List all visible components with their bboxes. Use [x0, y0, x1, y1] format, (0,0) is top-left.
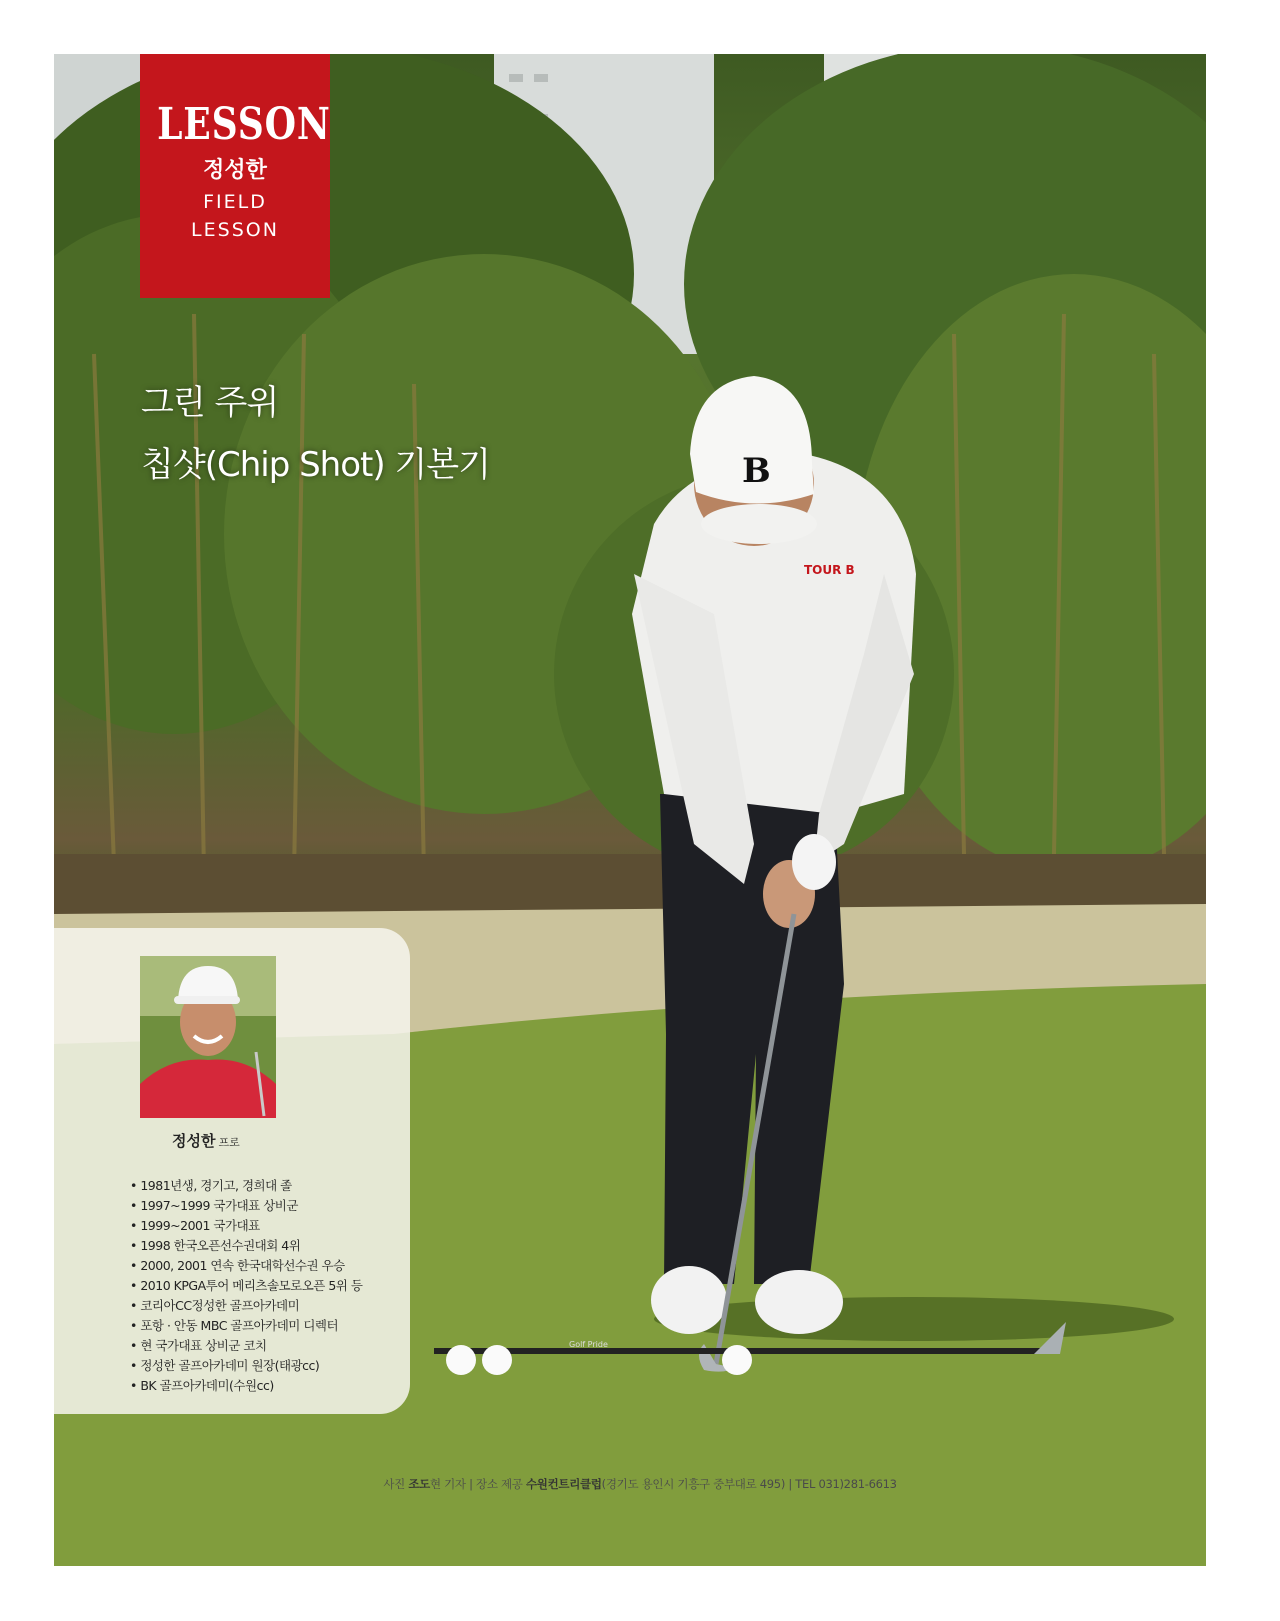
headline-line-2: 칩샷(Chip Shot) 기본기 — [141, 445, 490, 485]
lesson-badge — [140, 54, 330, 298]
career-item: • 포항 · 안동 MBC 골프아카데미 디렉터 — [130, 1316, 362, 1336]
credit-photographer: 조도 — [408, 1477, 430, 1491]
pro-portrait — [140, 956, 276, 1118]
badge-title: LESSON — [157, 99, 331, 150]
photo-credit — [0, 1476, 1280, 1492]
pro-title: 프로 — [218, 1136, 240, 1149]
badge-author: 정성한 — [203, 158, 267, 183]
career-item: • 1998 한국오픈선수권대회 4위 — [130, 1236, 362, 1256]
credit-address: (경기도 용인시 기흥구 중부대로 495) | TEL 031)281-6613 — [601, 1477, 897, 1491]
badge-subtitle-1: FIELD — [203, 191, 267, 213]
career-item: • 현 국가대표 상비군 코치 — [130, 1336, 362, 1356]
career-item: • 정성한 골프아카데미 원장(태광cc) — [130, 1356, 362, 1376]
shaft-label: Golf Pride — [569, 1340, 608, 1349]
headline-line-1: 그린 주위 — [141, 383, 279, 423]
career-item: • 2000, 2001 연속 한국대학선수권 우승 — [130, 1256, 362, 1276]
pro-name — [172, 1130, 240, 1151]
shirt-logo: TOUR B — [804, 563, 855, 577]
credit-venue: 수원컨트리클럽 — [525, 1477, 602, 1491]
career-item: • BK 골프아카데미(수원cc) — [130, 1376, 362, 1396]
cap-logo: B — [742, 451, 771, 491]
pro-name-text: 정성한 — [172, 1132, 216, 1150]
career-item: • 1999~2001 국가대표 — [130, 1216, 362, 1236]
career-item: • 2010 KPGA투어 메리츠솔모로오픈 5위 등 — [130, 1276, 362, 1296]
credit-location-label: 현 기자 | 장소 제공 — [429, 1477, 526, 1491]
pro-profile-card — [54, 928, 410, 1414]
career-item: • 1981년생, 경기고, 경희대 졸 — [130, 1176, 362, 1196]
badge-subtitle-2: LESSON — [191, 219, 279, 241]
credit-label: 사진 — [383, 1477, 409, 1491]
article-headline — [141, 372, 490, 496]
career-item: • 코리아CC정성한 골프아카데미 — [130, 1296, 362, 1316]
pro-career-list — [130, 1176, 362, 1396]
career-item: • 1997~1999 국가대표 상비군 — [130, 1196, 362, 1216]
